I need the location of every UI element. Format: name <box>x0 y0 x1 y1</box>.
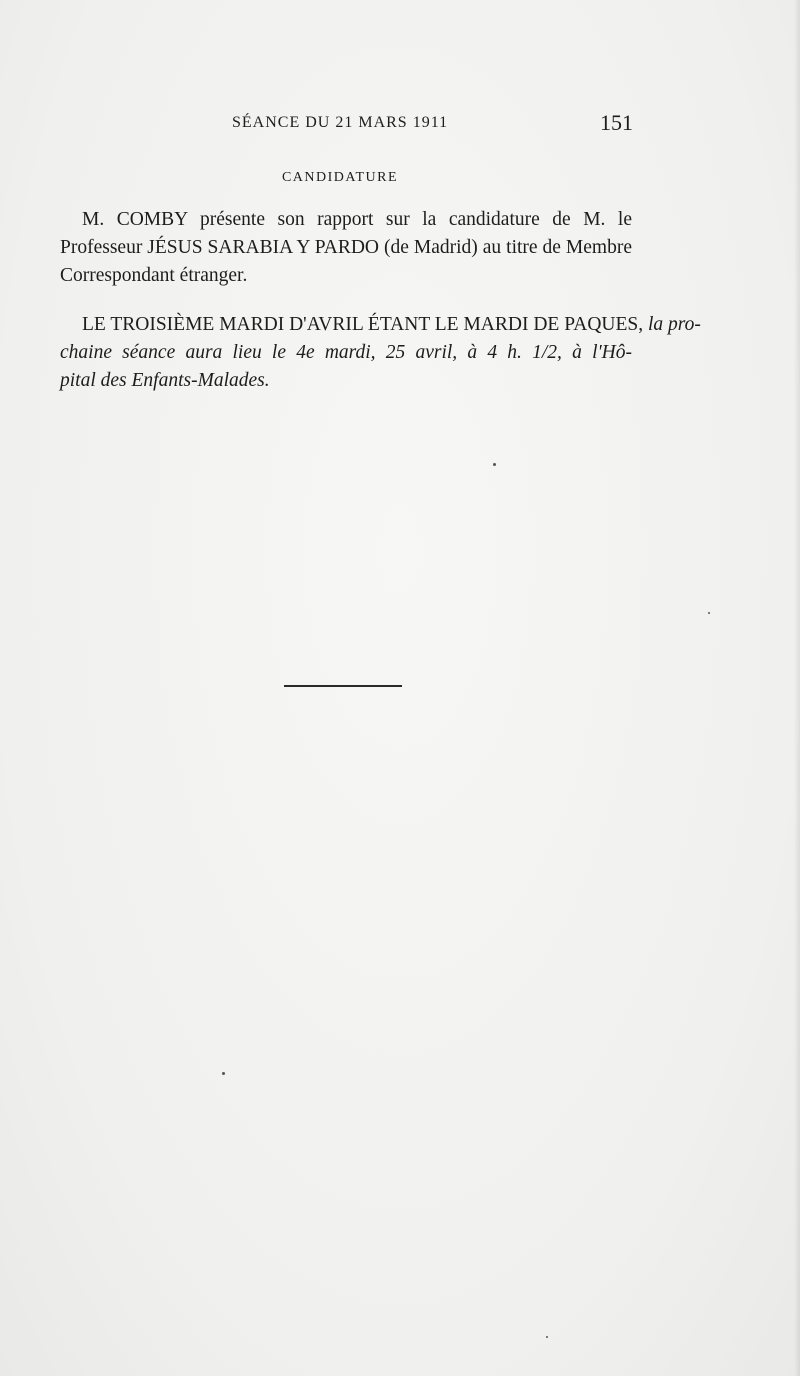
paper-speck <box>222 1072 225 1075</box>
paragraph-text-italic: la pro- <box>648 314 701 335</box>
paragraph-line: Correspondant étranger. <box>60 265 248 286</box>
paragraph-line: M. COMBY présente son rapport sur la candidature de M. le <box>82 209 632 230</box>
running-head: SÉANCE DU 21 MARS 1911 <box>232 114 449 131</box>
page-edge-shadow <box>794 0 800 1376</box>
paper-speck <box>546 1336 548 1338</box>
page-number: 151 <box>600 110 633 135</box>
next-meeting-paragraph <box>60 311 701 395</box>
paragraph-text-roman: LE TROISIÈME MARDI D'AVRIL ÉTANT LE MARDI DE PAQUES, <box>82 314 644 335</box>
section-heading: CANDIDATURE <box>281 170 399 185</box>
paragraph-line <box>60 311 701 339</box>
paragraph-line: chaine séance aura lieu le 4e mardi, 25 avril, à 4 h. 1/2, à l'Hô- <box>60 342 632 363</box>
paper-speck <box>708 612 710 614</box>
paper-speck <box>493 463 496 466</box>
candidature-paragraph <box>60 206 632 290</box>
paragraph-line: Professeur JÉSUS SARABIA Y PARDO (de Madrid) au titre de Membre <box>60 237 632 258</box>
end-rule <box>284 685 402 687</box>
paragraph-line: pital des Enfants-Malades. <box>60 370 270 391</box>
